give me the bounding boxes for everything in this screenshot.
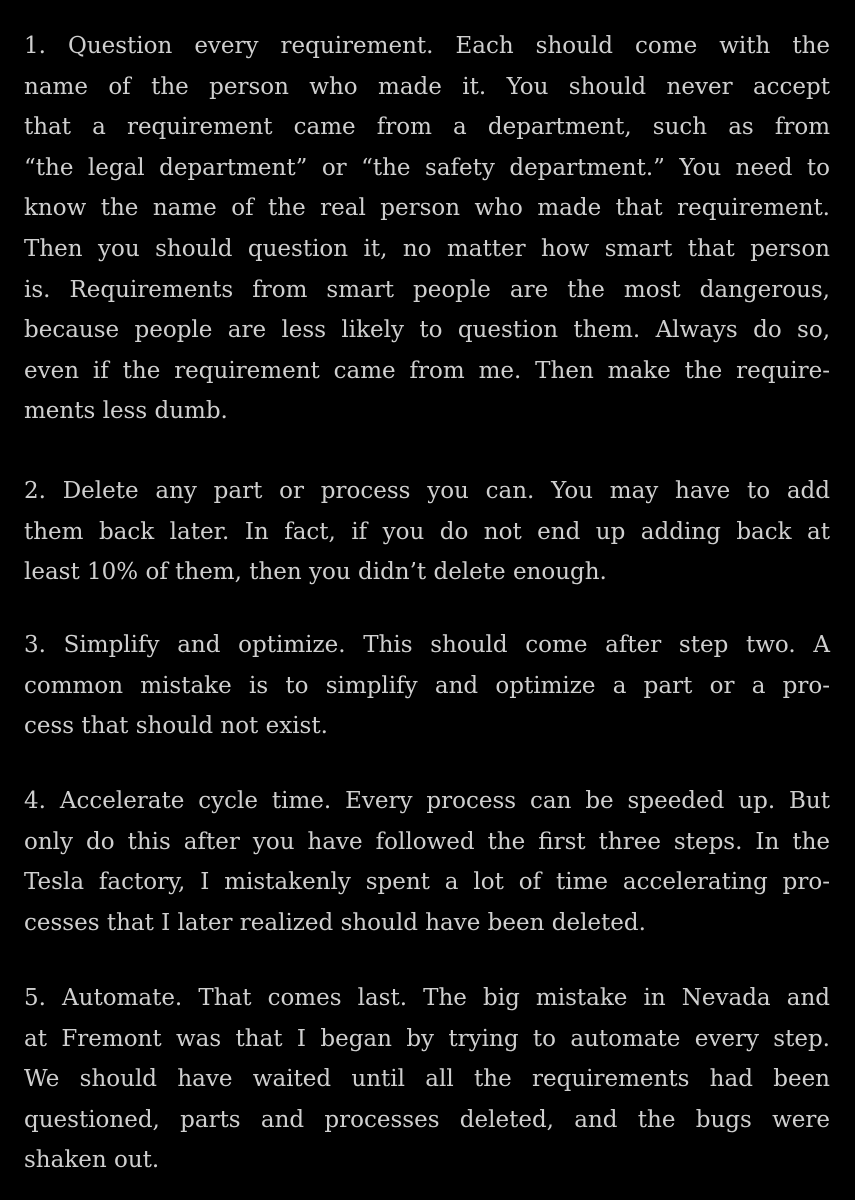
text-line: We should have waited until all the requirements had been (24, 1066, 830, 1093)
text-line: that a requirement came from a department, such as from (24, 114, 830, 141)
paragraph-delete-parts (24, 471, 830, 593)
text-line: common mistake is to simplify and optimize a part or a pro- (24, 672, 830, 699)
text-line: questioned, parts and processes deleted, and the bugs were (24, 1106, 830, 1133)
text-line: them back later. In fact, if you do not end up adding back at (24, 518, 830, 545)
paragraph-accelerate-cycle (24, 781, 830, 943)
text-line: even if the requirement came from me. Then make the require- (24, 357, 830, 384)
text-line: Tesla factory, I mistakenly spent a lot of time accelerating pro- (24, 869, 830, 896)
text-line: 5. Automate. That comes last. The big mistake in Nevada and (24, 985, 830, 1011)
text-line: because people are less likely to question them. Always do so, (24, 317, 830, 344)
text-line: 2. Delete any part or process you can. You may have to add (24, 478, 830, 504)
text-line: know the name of the real person who made that requirement. (24, 195, 830, 222)
text-line: 4. Accelerate cycle time. Every process can be speeded up. But (24, 788, 830, 814)
text-line: only do this after you have followed the first three steps. In the (24, 828, 830, 855)
text-line: cesses that I later realized should have been deleted. (24, 909, 646, 936)
text-line: shaken out. (24, 1147, 160, 1174)
text-line: name of the person who made it. You should never accept (24, 73, 830, 100)
text-line: at Fremont was that I began by trying to automate every step. (24, 1025, 830, 1052)
text-line: least 10% of them, then you didn’t delete enough. (24, 559, 607, 586)
paragraph-simplify-optimize (24, 625, 830, 747)
paragraph-automate (24, 978, 830, 1181)
paragraph-question-requirements (24, 26, 830, 432)
text-line: Then you should question it, no matter how smart that person (24, 235, 830, 262)
text-line: cess that should not exist. (24, 713, 328, 740)
text-line: is. Requirements from smart people are the most dangerous, (24, 276, 830, 303)
text-line: ments less dumb. (24, 398, 228, 425)
text-line: 3. Simplify and optimize. This should come after step two. A (24, 632, 830, 658)
text-line: 1. Question every requirement. Each should come with the (24, 33, 830, 59)
text-line: “the legal department” or “the safety department.” You need to (24, 154, 830, 181)
